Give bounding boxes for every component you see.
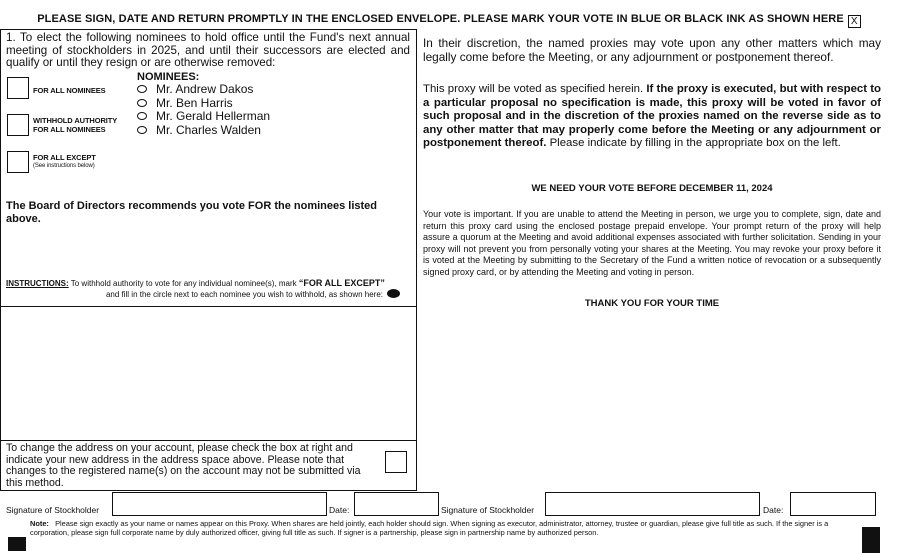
discretion-text: In their discretion, the named proxies may vote upon any other matters which may legally come before the Meeting, or any adjournment or postponement thereof. bbox=[423, 36, 881, 64]
signature-field-1[interactable] bbox=[112, 492, 327, 516]
address-bottom-rule bbox=[0, 490, 416, 491]
signature-label-1: Signature of Stockholder bbox=[6, 505, 100, 515]
for-all-except-label bbox=[33, 153, 96, 171]
mark-example-box: X bbox=[848, 15, 861, 28]
left-border bbox=[0, 29, 1, 491]
instructions-text-1: To withhold authority to vote for any individual nominee(s), mark bbox=[68, 279, 299, 288]
signature-field-2[interactable] bbox=[545, 492, 760, 516]
date-label-2: Date: bbox=[763, 505, 784, 515]
address-change-checkbox[interactable] bbox=[385, 451, 407, 473]
radio-circle-icon[interactable] bbox=[137, 112, 147, 120]
address-change-text: To change the address on your account, please check the box at right and indicate your new address in the address space above. Please note that changes to the registered name(s) on the account may not be submitted via this method. bbox=[6, 442, 361, 489]
date-field-2[interactable] bbox=[790, 492, 876, 516]
for-all-except-checkbox[interactable] bbox=[7, 151, 29, 173]
nominee-row-2[interactable] bbox=[137, 97, 233, 111]
withhold-authority-checkbox[interactable] bbox=[7, 114, 29, 136]
center-divider bbox=[416, 29, 417, 491]
withhold-authority-label: WITHHOLD AUTHORITY FOR ALL NOMINEES bbox=[33, 116, 118, 134]
instructions-text-2: and fill in the circle next to each nominee you wish to withhold, as shown here: bbox=[105, 290, 383, 299]
registration-mark-right bbox=[862, 527, 880, 553]
note-label: Note: bbox=[30, 519, 49, 528]
proposal-bottom-rule bbox=[0, 306, 416, 307]
filled-circle-icon bbox=[387, 289, 400, 298]
vote-importance-text: Your vote is important. If you are unable to attend the Meeting in person, we urge you to complete, sign, date and return this proxy card using the enclosed postage prepaid envelope. Your prompt return of the proxy will help assure a quorum at the Meeting and avoid additional expenses associated with further solicitation. Sending in your proxy will not prevent you from personally voting your shares at the Meeting. You may revoke your proxy before it is voted at the Meeting by submitting to the Secretary of the Fund a written notice of revocation or a subsequently signed proxy card, or by attending the Meeting and voting in person. bbox=[423, 209, 881, 277]
thank-you: THANK YOU FOR YOUR TIME bbox=[584, 298, 720, 309]
registration-mark-left bbox=[8, 537, 26, 551]
proposal-text: 1. To elect the following nominees to hold office until the Fund's next annual meeting of stockholders in 2025, and until their successors are elected and qualify or until they resign or are otherwise removed: bbox=[6, 31, 410, 69]
for-all-except-text: FOR ALL EXCEPT bbox=[33, 153, 96, 162]
for-all-except-subtext: (See instructions below) bbox=[33, 163, 95, 169]
date-field-1[interactable] bbox=[354, 492, 439, 516]
instructions-label: INSTRUCTIONS: bbox=[6, 279, 69, 288]
for-all-nominees-label: FOR ALL NOMINEES bbox=[33, 86, 106, 95]
note-text: Please sign exactly as your name or names appear on this Proxy. When shares are held jointly, each holder should sign. When signing as executor, administrator, attorney, trustee or guardian, please give full title as such. If the signer is a corporation, please sign full corporate name by duly authorized officer, giving full title as such. If signer is a partnership, please sign in partnership name by authorized person. bbox=[30, 519, 829, 537]
radio-circle-icon[interactable] bbox=[137, 99, 147, 107]
signature-label-2: Signature of Stockholder bbox=[441, 505, 535, 515]
instructions bbox=[6, 278, 410, 300]
nominee-name: Mr. Andrew Dakos bbox=[156, 82, 254, 96]
proxy-voted-text bbox=[423, 83, 881, 151]
nominee-name: Mr. Charles Walden bbox=[156, 122, 261, 137]
radio-circle-icon[interactable] bbox=[137, 85, 147, 93]
address-top-rule bbox=[0, 440, 416, 441]
instructions-line-1 bbox=[6, 278, 410, 289]
nominee-row-4[interactable] bbox=[137, 124, 261, 138]
nominee-row-1[interactable] bbox=[137, 83, 253, 97]
nominee-name: Mr. Ben Harris bbox=[156, 95, 233, 110]
instructions-emphasis: “FOR ALL EXCEPT” bbox=[298, 278, 385, 288]
radio-circle-icon[interactable] bbox=[137, 126, 147, 134]
board-recommendation: The Board of Directors recommends you vote FOR the nominees listed above. bbox=[6, 200, 378, 225]
top-rule bbox=[0, 29, 416, 30]
signing-note bbox=[30, 519, 860, 537]
voted-text-2: Please indicate by filling in the appropriate box on the left. bbox=[546, 137, 841, 149]
voted-text-bold: If the proxy is executed, but with respect to a particular proposal no specification is made, this proxy will be voted in favor of such proposal and in the discretion of the proxies named on the reverse side as to any other matter that may properly come before the Meeting or any adjournment or postponement thereof. bbox=[423, 83, 882, 149]
nominees-header: NOMINEES: bbox=[137, 71, 200, 83]
nominee-row-3[interactable] bbox=[137, 110, 270, 124]
instructions-line-2 bbox=[6, 289, 410, 300]
vote-deadline: WE NEED YOUR VOTE BEFORE DECEMBER 11, 2024 bbox=[531, 183, 773, 194]
voted-text-1: This proxy will be voted as specified herein. bbox=[423, 83, 647, 95]
date-label-1: Date: bbox=[329, 505, 350, 515]
nominee-name: Mr. Gerald Hellerman bbox=[156, 109, 271, 123]
header-text: PLEASE SIGN, DATE AND RETURN PROMPTLY IN THE ENCLOSED ENVELOPE. PLEASE MARK YOUR VOTE IN BLUE OR BLACK INK AS SHOWN HERE bbox=[37, 13, 844, 25]
for-all-nominees-checkbox[interactable] bbox=[7, 77, 29, 99]
header-instruction bbox=[0, 13, 898, 28]
